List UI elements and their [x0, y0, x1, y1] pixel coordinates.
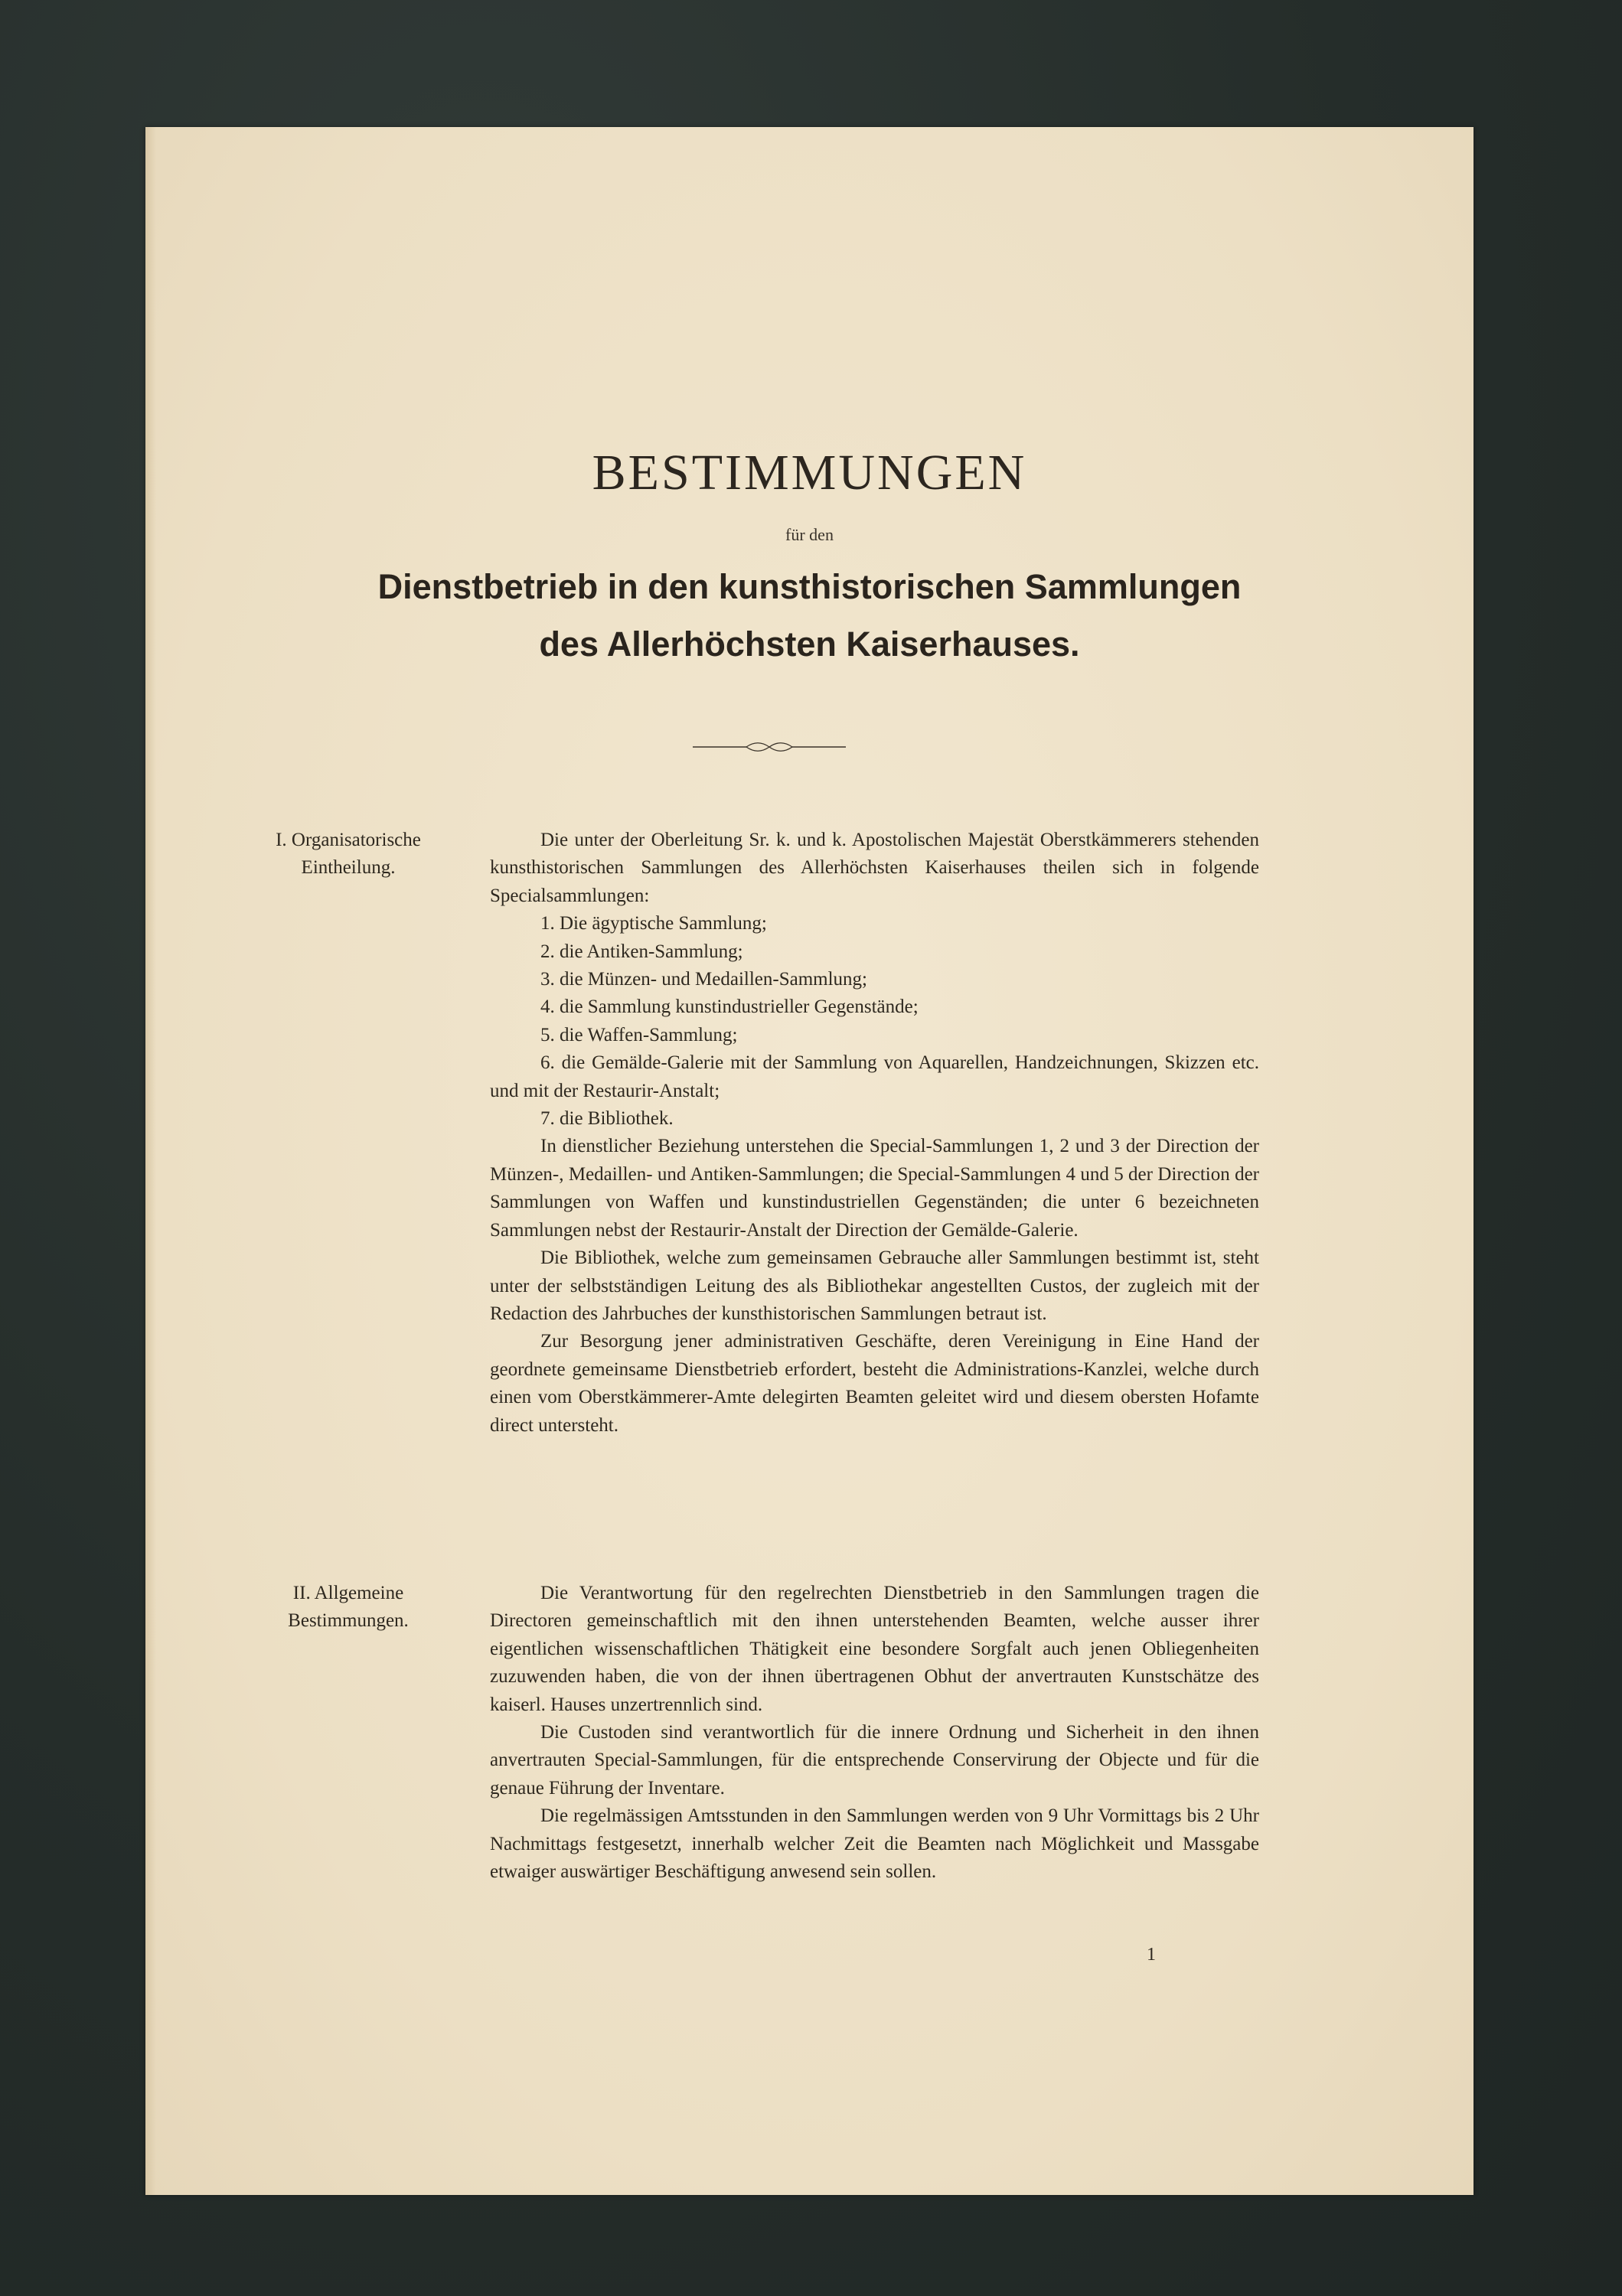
- section-2-heading: [222, 1580, 475, 1635]
- section-1-heading: [222, 827, 475, 882]
- section-1-body: [490, 827, 1259, 1440]
- section-1-intro: Die unter der Oberleitung Sr. k. und k. Apostolischen Majestät Oberstkämmerers stehenden kunsthistorischen Sammlungen des Allerhöchsten Kaiserhauses theilen sich in folgende Specialsammlungen:: [490, 830, 1259, 906]
- section-2-paragraph-2: Die Custoden sind verantwortlich für die innere Ordnung und Sicherheit in den ihnen anvertrauten Special-Sammlungen, für die entsprechende Conservirung der Objecte und für die genaue Führung der Inventare.: [490, 1722, 1259, 1799]
- list-item: 4. die Sammlung kunstindustrieller Gegenstände;: [540, 996, 919, 1018]
- section-2-paragraph-1: Die Verantwortung für den regelrechten Dienstbetrieb in den Sammlungen tragen die Directoren gemeinschaftlich mit den ihnen unterstehenden Beamten, welche ausser ihrer eigentlichen wissenschaftlichen Thätigkeit eine besondere Sorgfalt auch jenen Obliegenheiten zuzuwenden haben, die von der ihnen übertragenen Obhut der anvertrauten Kunstschätze des kaiserl. Hauses unzertrennlich sind.: [490, 1583, 1259, 1715]
- section-2-body: [490, 1580, 1259, 1886]
- list-item: 2. die Antiken-Sammlung;: [540, 941, 743, 962]
- section-2-heading-line-1: II. Allgemeine: [292, 1583, 404, 1603]
- page-title: BESTIMMUNGEN: [592, 445, 1027, 501]
- list-item: 1. Die ägyptische Sammlung;: [540, 913, 767, 934]
- section-1-heading-line-2: Eintheilung.: [301, 857, 396, 878]
- page-fold-shadow: [145, 127, 156, 2195]
- section-1-heading-line-1: I. Organisatorische: [276, 830, 421, 850]
- section-1-paragraph-4: Zur Besorgung jener administrativen Geschäfte, deren Vereinigung in Eine Hand der geordnete gemeinsame Dienstbetrieb erfordert, besteht die Administrations-Kanzlei, welche durch einen vom Oberstkämmerer-Amte delegirten Beamten geleitet wird und diesem obersten Hofamte direct untersteht.: [490, 1331, 1259, 1436]
- list-item: 7. die Bibliothek.: [540, 1108, 674, 1130]
- section-2-paragraph-3: Die regelmässigen Amtsstunden in den Sammlungen werden von 9 Uhr Vormittags bis 2 Uhr Nachmittags festgesetzt, innerhalb welcher Zeit die Beamten nach Möglichkeit und Massgabe etwaiger auswärtiger Beschäftigung anwesend sein sollen.: [490, 1805, 1259, 1883]
- section-1-paragraph-3: Die Bibliothek, welche zum gemeinsamen Gebrauche aller Sammlungen bestimmt ist, steht unter der selbstständigen Leitung des als Bibliothekar angestellten Custos, der zugleich mit der Redaction des Jahrbuches der kunsthistorischen Sammlungen betraut ist.: [490, 1247, 1259, 1324]
- section-1-paragraph-2: In dienstlicher Beziehung unterstehen die Special-Sammlungen 1, 2 und 3 der Direction der Münzen-, Medaillen- und Antiken-Sammlungen; die Special-Sammlungen 4 und 5 der Direction der Sammlungen von Waffen und kunstindustriellen Gegenständen; die unter 6 bezeichneten Sammlungen nebst der Restaurir-Anstalt der Direction der Gemälde-Galerie.: [490, 1136, 1259, 1241]
- ornament-divider-icon: [693, 739, 846, 755]
- document-page: [145, 127, 1474, 2195]
- title-connector: für den: [785, 525, 834, 544]
- list-item: 3. die Münzen- und Medaillen-Sammlung;: [540, 969, 868, 990]
- list-item: 5. die Waffen-Sammlung;: [540, 1024, 738, 1045]
- section-2-heading-line-2: Bestimmungen.: [288, 1610, 409, 1631]
- list-item: 6. die Gemälde-Galerie mit der Sammlung von Aquarellen, Handzeichnungen, Skizzen etc. und mit der Restaurir-Anstalt;: [490, 1052, 1259, 1101]
- subtitle-line-1: Dienstbetrieb in den kunsthistorischen Sammlungen: [377, 567, 1242, 606]
- subtitle-line-2: des Allerhöchsten Kaiserhauses.: [539, 625, 1080, 664]
- page-number: 1: [1147, 1945, 1156, 1965]
